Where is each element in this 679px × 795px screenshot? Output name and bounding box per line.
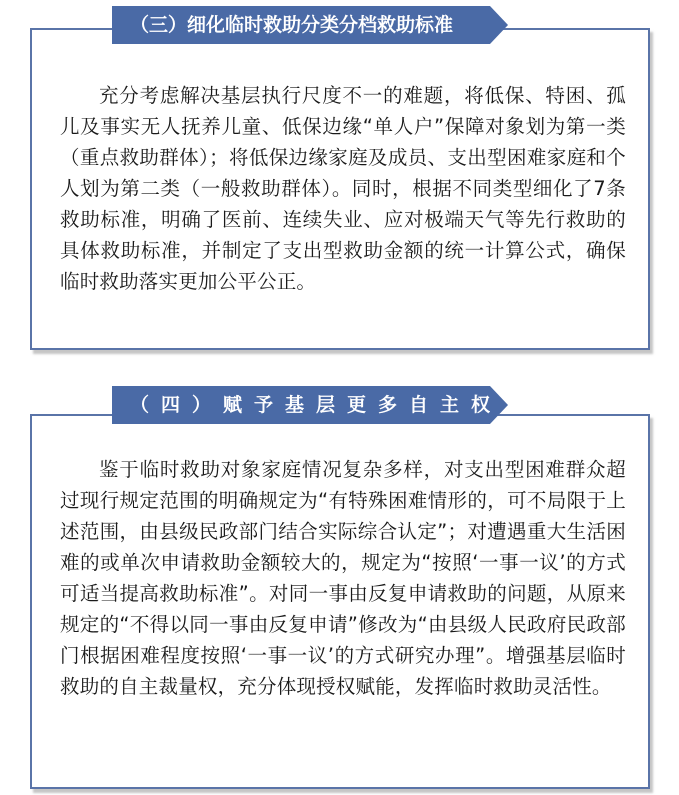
section-3-body: 充分考虑解决基层执行尺度不一的难题，将低保、特困、孤儿及事实无人抚养儿童、低保边缘“单人户”保障对象划为第一类（重点救助群体）；将低保边缘家庭及成员、支出型困难家庭和个人划为第二类（一般救助群体）。同时，根据不同类型细化了7条救助标准，明确了医前、连续失业、应对极端天气等先行救助的具体救助标准，并制定了支出型救助金额的统一计算公式，确保临时救助落实更加公平公正。 (60, 84, 626, 293)
section-4 (0, 370, 679, 795)
section-4-body: 鉴于临时救助对象家庭情况复杂多样，对支出型困难群众超过现行规定范围的明确规定为“有特殊困难情形的，可不局限于上述范围，由县级民政部门结合实际综合认定”；对遭遇重大生活困难的或单次申请救助金额较大的，规定为“按照‘一事一议’的方式可适当提高救助标准”。对同一事由反复申请救助的问题，从原来规定的“不得以同一事由反复申请”修改为“由县级人民政府民政部门根据困难程度按照‘一事一议’的方式研究办理”。增强基层临时救助的自主裁量权，充分体现授权赋能，发挥临时救助灵活性。 (60, 458, 626, 698)
section-3-banner-tab (490, 6, 508, 44)
section-4-banner-tab (490, 386, 508, 424)
section-3-heading: （三）细化临时救助分类分档救助标准 (112, 6, 490, 44)
section-3 (0, 0, 679, 360)
section-4-heading: （四）赋予基层更多自主权 (112, 386, 490, 424)
